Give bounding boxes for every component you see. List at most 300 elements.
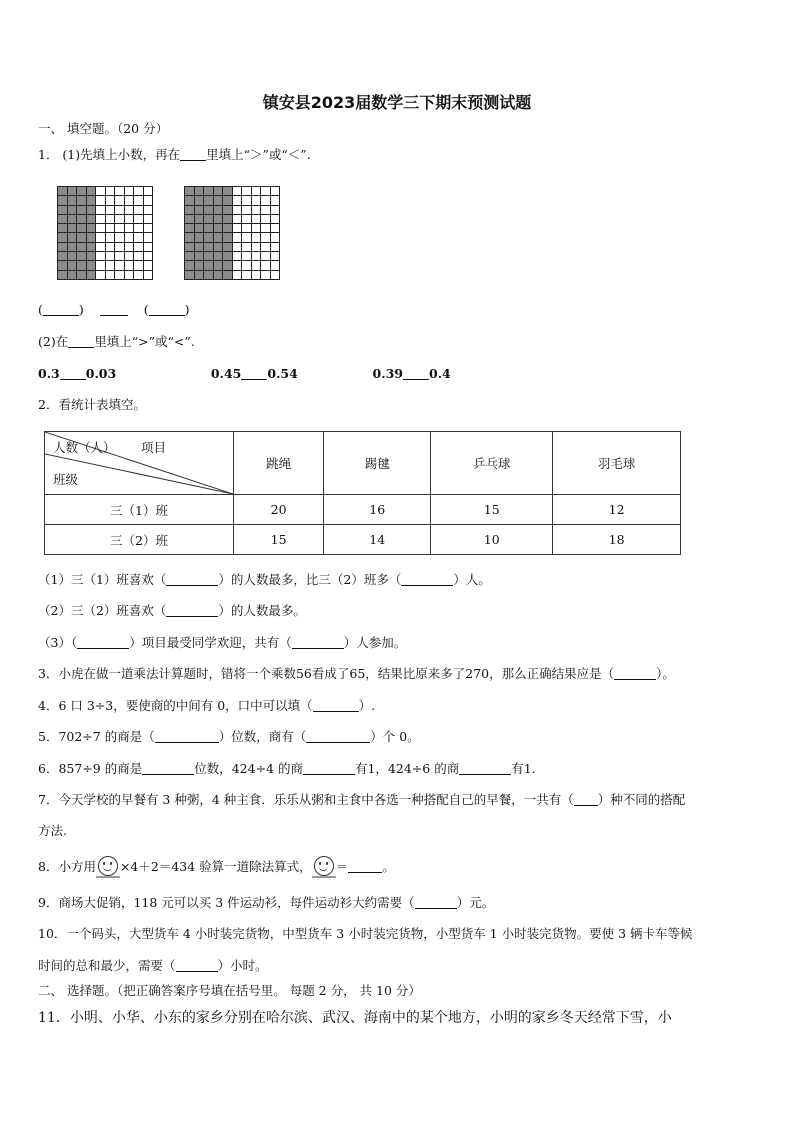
grid-cell bbox=[195, 224, 205, 233]
hundred-grid-2 bbox=[184, 186, 280, 280]
q2-sub-3 bbox=[38, 635, 406, 651]
grid-cell bbox=[68, 261, 78, 270]
q2-s2-text-b: ）的人数最多。 bbox=[218, 603, 306, 618]
grid-cell bbox=[77, 233, 87, 242]
grid-cell bbox=[214, 243, 224, 252]
grid-cell bbox=[106, 215, 116, 224]
grid-cell bbox=[87, 224, 97, 233]
grid-cell bbox=[96, 196, 106, 205]
q5-text-a: 5．702÷7 的商是（ bbox=[38, 729, 155, 744]
table-cell: 15 bbox=[431, 495, 553, 525]
q4-blank[interactable] bbox=[313, 699, 359, 712]
grid-cell bbox=[106, 224, 116, 233]
grid-cell bbox=[144, 224, 154, 233]
question-1 bbox=[38, 147, 311, 163]
grid-cell bbox=[195, 261, 205, 270]
q2-s2-text-a: （2）三（2）班喜欢（ bbox=[38, 603, 167, 618]
paren-close: ) bbox=[184, 302, 190, 317]
q1-intro: 1． (1)先填上小数，再在 bbox=[38, 147, 181, 162]
grid-cell bbox=[204, 243, 214, 252]
q4-text-a: 4．6 口 3÷3，要使商的中间有 0，口中可以填（ bbox=[38, 698, 313, 713]
grid-cell bbox=[261, 243, 271, 252]
grid-cell bbox=[134, 261, 144, 270]
q6-blank-3[interactable] bbox=[459, 762, 511, 775]
question-6 bbox=[38, 761, 536, 777]
grid-cell bbox=[115, 224, 125, 233]
grid-cell bbox=[87, 271, 97, 280]
grid-cell bbox=[106, 196, 116, 205]
grid-cell bbox=[233, 261, 243, 270]
grid-cell bbox=[68, 196, 78, 205]
q8-blank[interactable] bbox=[348, 860, 382, 873]
row-label: 三（1）班 bbox=[45, 495, 234, 525]
grid-cell bbox=[58, 224, 68, 233]
grid-cell bbox=[68, 243, 78, 252]
grid-cell bbox=[195, 243, 205, 252]
grid-cell bbox=[115, 206, 125, 215]
grid-cell bbox=[223, 187, 233, 196]
q1-compare-blank[interactable] bbox=[100, 303, 128, 316]
table-cell: 12 bbox=[553, 495, 681, 525]
grid-cell bbox=[271, 215, 281, 224]
grid-cell bbox=[87, 261, 97, 270]
grid-cell bbox=[87, 233, 97, 242]
grid-cell bbox=[144, 261, 154, 270]
grid-cell bbox=[77, 224, 87, 233]
q6-text-a: 6．857÷9 的商是 bbox=[38, 761, 143, 776]
grid-cell bbox=[214, 261, 224, 270]
grid-cell bbox=[242, 271, 252, 280]
diag-bottom-label: 班级 bbox=[53, 472, 79, 487]
q6-blank-2[interactable] bbox=[303, 762, 355, 775]
grid-cell bbox=[144, 187, 154, 196]
grid-cell bbox=[252, 206, 262, 215]
grid-cell bbox=[115, 196, 125, 205]
grid-cell bbox=[77, 196, 87, 205]
grid-cell bbox=[204, 261, 214, 270]
grid-cell bbox=[115, 233, 125, 242]
grid-cell bbox=[185, 261, 195, 270]
grid-cell bbox=[115, 215, 125, 224]
grid-cell bbox=[204, 187, 214, 196]
grid-cell bbox=[261, 187, 271, 196]
table-cell: 16 bbox=[324, 495, 431, 525]
col-header-3: 乒乓球 bbox=[431, 432, 553, 495]
grid-cell bbox=[252, 243, 262, 252]
grid-cell bbox=[134, 271, 144, 280]
grid-cell bbox=[87, 215, 97, 224]
grid-cell bbox=[261, 206, 271, 215]
col-header-4: 羽毛球 bbox=[553, 432, 681, 495]
grid-cell bbox=[252, 196, 262, 205]
grid-cell bbox=[134, 243, 144, 252]
grid-cell bbox=[242, 252, 252, 261]
paren-close: ) bbox=[78, 302, 84, 317]
grid-cell bbox=[58, 243, 68, 252]
grid-cell bbox=[242, 243, 252, 252]
diagonal-header-cell bbox=[45, 432, 234, 495]
q5-text-b: ）位数，商有（ bbox=[218, 729, 307, 744]
grid-cell bbox=[134, 196, 144, 205]
q1-intro-end: 里填上“＞”或“＜”. bbox=[206, 147, 311, 162]
grid-cell bbox=[261, 224, 271, 233]
q1-answer-blank-2[interactable] bbox=[149, 303, 185, 316]
grid-cell bbox=[134, 233, 144, 242]
grid-cell bbox=[96, 271, 106, 280]
grid-cell bbox=[58, 233, 68, 242]
q2-s3-blank-1[interactable] bbox=[77, 636, 129, 649]
compare-1-blank[interactable] bbox=[60, 367, 86, 380]
q10-text-c: ）小时。 bbox=[217, 958, 268, 973]
grid-cell bbox=[106, 261, 116, 270]
grid-cell bbox=[271, 233, 281, 242]
table-cell: 15 bbox=[234, 525, 324, 555]
grid-cell bbox=[261, 252, 271, 261]
grid-cell bbox=[87, 196, 97, 205]
grid-cell bbox=[58, 196, 68, 205]
question-7-cont: 方法. bbox=[38, 823, 67, 838]
q1-answer-blank-1[interactable] bbox=[43, 303, 79, 316]
grid-cell bbox=[106, 233, 116, 242]
grid-cell bbox=[58, 271, 68, 280]
grid-cell bbox=[195, 206, 205, 215]
grid-cell bbox=[252, 252, 262, 261]
grid-cell bbox=[58, 206, 68, 215]
q1-part2-start: (2)在 bbox=[38, 334, 69, 349]
grid-cell bbox=[242, 261, 252, 270]
grid-cell bbox=[58, 187, 68, 196]
page-title: 镇安县2023届数学三下期末预测试题 bbox=[262, 93, 532, 112]
grid-cell bbox=[134, 252, 144, 261]
grid-cell bbox=[185, 215, 195, 224]
grid-cell bbox=[223, 233, 233, 242]
compare-1-right: 0.03 bbox=[85, 366, 117, 381]
grid-cell bbox=[68, 215, 78, 224]
grid-cell bbox=[252, 261, 262, 270]
grid-cell bbox=[96, 261, 106, 270]
grid-cell bbox=[214, 206, 224, 215]
question-7 bbox=[38, 792, 685, 808]
grid-cell bbox=[68, 206, 78, 215]
grid-cell bbox=[223, 252, 233, 261]
compare-2-blank[interactable] bbox=[241, 367, 267, 380]
q2-s3-text-a: （3）（ bbox=[38, 635, 78, 650]
question-10: 10．一个码头，大型货车 4 小时装完货物，中型货车 3 小时装完货物，小型货车 1 小时装完货物。要使 3 辆卡车等候 bbox=[38, 926, 693, 941]
grid-cell bbox=[185, 224, 195, 233]
question-2: 2．看统计表填空。 bbox=[38, 397, 146, 412]
col-header-2: 踢毽 bbox=[324, 432, 431, 495]
question-5 bbox=[38, 729, 420, 745]
grid-cell bbox=[252, 233, 262, 242]
q7-blank[interactable] bbox=[574, 793, 598, 806]
q8-text-b: ×4＋2＝434 验算一道除法算式， bbox=[119, 859, 312, 874]
table-row bbox=[45, 525, 681, 555]
stats-table bbox=[44, 431, 681, 555]
q2-s1-blank-2[interactable] bbox=[401, 573, 453, 586]
grid-cell bbox=[68, 233, 78, 242]
grid-cell bbox=[252, 187, 262, 196]
q3-text-b: ）。 bbox=[656, 666, 675, 681]
compare-3-right: 0.4 bbox=[429, 366, 451, 381]
grid-cell bbox=[106, 252, 116, 261]
grid-cell bbox=[185, 233, 195, 242]
q8-text-d: 。 bbox=[382, 859, 395, 874]
grid-cell bbox=[185, 206, 195, 215]
q9-text-a: 9．商场大促销，118 元可以买 3 件运动衫，每件运动衫大约需要（ bbox=[38, 895, 415, 910]
grid-cell bbox=[195, 252, 205, 261]
col-header-1: 跳绳 bbox=[234, 432, 324, 495]
grid-cell bbox=[242, 196, 252, 205]
grid-cell bbox=[242, 215, 252, 224]
q8-text-a: 8．小方用 bbox=[38, 859, 96, 874]
grid-cell bbox=[223, 271, 233, 280]
q2-s1-blank-1[interactable] bbox=[166, 573, 218, 586]
grid-cell bbox=[125, 252, 135, 261]
paren-open: ( bbox=[143, 302, 149, 317]
grid-cell bbox=[58, 261, 68, 270]
grid-cell bbox=[233, 215, 243, 224]
table-cell: 10 bbox=[431, 525, 553, 555]
q10-blank[interactable] bbox=[176, 959, 218, 972]
grid-cell bbox=[115, 243, 125, 252]
compare-3-left: 0.39 bbox=[372, 366, 403, 381]
diag-right-label: 项目 bbox=[141, 440, 167, 455]
grid-cell bbox=[144, 243, 154, 252]
q1-part2-end: 里填上“>”或“<”. bbox=[94, 334, 195, 349]
grid-cell bbox=[106, 271, 116, 280]
grid-cell bbox=[233, 187, 243, 196]
grid-cell bbox=[96, 224, 106, 233]
table-cell: 18 bbox=[553, 525, 681, 555]
grid-cell bbox=[77, 271, 87, 280]
grid-cell bbox=[134, 224, 144, 233]
q1-part2 bbox=[38, 334, 195, 350]
grid-cell bbox=[87, 187, 97, 196]
grid-cell bbox=[195, 233, 205, 242]
grid-cell bbox=[233, 252, 243, 261]
q1-part2-blank[interactable] bbox=[68, 335, 94, 348]
question-8 bbox=[38, 856, 395, 878]
question-4 bbox=[38, 698, 375, 714]
grid-cell bbox=[261, 261, 271, 270]
q1-comparisons bbox=[38, 366, 451, 382]
grid-cell bbox=[271, 252, 281, 261]
grid-cell bbox=[87, 252, 97, 261]
q2-s3-text-b: ）项目最受同学欢迎，共有（ bbox=[129, 635, 292, 650]
grid-cell bbox=[204, 252, 214, 261]
q2-sub-2 bbox=[38, 603, 306, 619]
grid-cell bbox=[144, 215, 154, 224]
grid-cell bbox=[96, 233, 106, 242]
q6-text-c: 有1，424÷6 的商 bbox=[354, 761, 460, 776]
grid-cell bbox=[204, 271, 214, 280]
grid-cell bbox=[77, 206, 87, 215]
q9-blank[interactable] bbox=[415, 896, 457, 909]
grid-cell bbox=[125, 261, 135, 270]
grid-cell bbox=[233, 224, 243, 233]
q2-s1-text-a: （1）三（1）班喜欢（ bbox=[38, 572, 167, 587]
grid-cell bbox=[242, 233, 252, 242]
q2-sub-1 bbox=[38, 572, 491, 588]
section-2-heading: 二、 选择题。（把正确答案序号填在括号里。 每题 2 分， 共 10 分） bbox=[38, 983, 421, 998]
grid-cell bbox=[115, 261, 125, 270]
grid-cell bbox=[271, 261, 281, 270]
grid-cell bbox=[134, 215, 144, 224]
grid-cell bbox=[77, 243, 87, 252]
smiley-face-icon bbox=[98, 856, 118, 876]
grid-cell bbox=[195, 187, 205, 196]
grid-cell bbox=[87, 206, 97, 215]
row-label: 三（2）班 bbox=[45, 525, 234, 555]
table-cell: 20 bbox=[234, 495, 324, 525]
grid-cell bbox=[125, 206, 135, 215]
grid-cell bbox=[223, 261, 233, 270]
grid-cell bbox=[242, 187, 252, 196]
q3-text-a: 3．小虎在做一道乘法计算题时，错将一个乘数56看成了65，结果比原来多了270，那么正确结果应是（ bbox=[38, 666, 615, 681]
grid-cell bbox=[252, 271, 262, 280]
grid-cell bbox=[144, 206, 154, 215]
grid-cell bbox=[204, 215, 214, 224]
q9-text-b: ）元。 bbox=[456, 895, 495, 910]
grid-cell bbox=[252, 215, 262, 224]
q2-s2-blank[interactable] bbox=[166, 604, 218, 617]
grid-cell bbox=[223, 215, 233, 224]
q6-text-d: 有1. bbox=[511, 761, 536, 776]
grid-cell bbox=[125, 243, 135, 252]
grid-cell bbox=[144, 233, 154, 242]
hundred-grid-1 bbox=[57, 186, 153, 280]
grid-cell bbox=[185, 252, 195, 261]
grid-cell bbox=[271, 196, 281, 205]
grid-cell bbox=[125, 196, 135, 205]
grid-cell bbox=[233, 271, 243, 280]
grid-cell bbox=[185, 271, 195, 280]
grid-cell bbox=[144, 252, 154, 261]
grid-cell bbox=[185, 196, 195, 205]
compare-2-right: 0.54 bbox=[267, 366, 298, 381]
grid-cell bbox=[214, 224, 224, 233]
grid-cell bbox=[125, 224, 135, 233]
grid-cell bbox=[271, 243, 281, 252]
grid-cell bbox=[125, 215, 135, 224]
grid-cell bbox=[58, 252, 68, 261]
grid-cell bbox=[214, 196, 224, 205]
grid-cell bbox=[261, 271, 271, 280]
grid-cell bbox=[106, 187, 116, 196]
grid-cell bbox=[185, 187, 195, 196]
grid-cell bbox=[96, 252, 106, 261]
grid-cell bbox=[223, 196, 233, 205]
grid-cell bbox=[271, 271, 281, 280]
q2-s1-text-b: ）的人数最多，比三（2）班多（ bbox=[218, 572, 402, 587]
grid-cell bbox=[233, 243, 243, 252]
grid-cell bbox=[87, 243, 97, 252]
grid-cell bbox=[223, 224, 233, 233]
grid-cell bbox=[125, 187, 135, 196]
question-11: 11．小明、小华、小东的家乡分别在哈尔滨、武汉、海南中的某个地方，小明的家乡冬天经常下雪，小 bbox=[38, 1010, 672, 1026]
grid-cell bbox=[125, 271, 135, 280]
diag-top-label: 人数（人） bbox=[53, 440, 116, 455]
grid-cell bbox=[125, 233, 135, 242]
grid-cell bbox=[252, 224, 262, 233]
grid-cell bbox=[115, 252, 125, 261]
grid-cell bbox=[242, 224, 252, 233]
grid-cell bbox=[261, 196, 271, 205]
q2-s3-text-c: ）人参加。 bbox=[343, 635, 407, 650]
grid-cell bbox=[144, 271, 154, 280]
grid-cell bbox=[96, 187, 106, 196]
grid-cell bbox=[58, 215, 68, 224]
grid-cell bbox=[115, 187, 125, 196]
q1-blank[interactable] bbox=[180, 148, 206, 161]
grid-cell bbox=[204, 233, 214, 242]
grid-cell bbox=[195, 271, 205, 280]
table-cell: 14 bbox=[324, 525, 431, 555]
q8-text-c: ＝ bbox=[335, 859, 349, 874]
q2-s1-text-c: ）人。 bbox=[453, 572, 491, 587]
section-1-heading: 一、 填空题。（20 分） bbox=[38, 121, 169, 136]
grid-cell bbox=[204, 224, 214, 233]
grid-cell bbox=[77, 187, 87, 196]
grid-cell bbox=[68, 187, 78, 196]
grid-cell bbox=[233, 206, 243, 215]
grid-cell bbox=[134, 206, 144, 215]
q6-blank-1[interactable] bbox=[142, 762, 194, 775]
grid-cell bbox=[214, 233, 224, 242]
paren-open: ( bbox=[38, 302, 43, 317]
compare-3-blank[interactable] bbox=[403, 367, 429, 380]
q3-blank[interactable] bbox=[614, 667, 656, 680]
grid-cell bbox=[271, 224, 281, 233]
compare-1-left: 0.3 bbox=[38, 366, 60, 381]
q5-blank-1[interactable] bbox=[155, 730, 219, 743]
grid-cell bbox=[214, 271, 224, 280]
grid-cell bbox=[77, 261, 87, 270]
grid-cell bbox=[214, 215, 224, 224]
grid-cell bbox=[214, 252, 224, 261]
grid-cell bbox=[214, 187, 224, 196]
q2-s3-blank-2[interactable] bbox=[292, 636, 344, 649]
table-row bbox=[45, 495, 681, 525]
grid-cell bbox=[271, 206, 281, 215]
grid-cell bbox=[233, 196, 243, 205]
grid-cell bbox=[195, 215, 205, 224]
grid-cell bbox=[185, 243, 195, 252]
q4-text-b: ）. bbox=[358, 698, 376, 713]
grid-cell bbox=[96, 243, 106, 252]
grid-cell bbox=[204, 196, 214, 205]
q6-text-b: 位数，424÷4 的商 bbox=[194, 761, 303, 776]
grid-cell bbox=[68, 252, 78, 261]
grid-cell bbox=[261, 215, 271, 224]
grid-cell bbox=[68, 271, 78, 280]
grid-cell bbox=[223, 243, 233, 252]
compare-2-left: 0.45 bbox=[210, 366, 242, 381]
grid-cell bbox=[195, 196, 205, 205]
q5-blank-2[interactable] bbox=[306, 730, 370, 743]
grid-cell bbox=[96, 215, 106, 224]
grid-cell bbox=[115, 271, 125, 280]
grid-cell bbox=[223, 206, 233, 215]
grid-cell bbox=[242, 206, 252, 215]
grid-cell bbox=[204, 206, 214, 215]
question-3 bbox=[38, 666, 675, 682]
grid-cell bbox=[271, 187, 281, 196]
q10-text-b: 时间的总和最少，需要（ bbox=[38, 958, 176, 973]
grid-cell bbox=[261, 233, 271, 242]
grid-cell bbox=[144, 196, 154, 205]
grid-cell bbox=[68, 224, 78, 233]
